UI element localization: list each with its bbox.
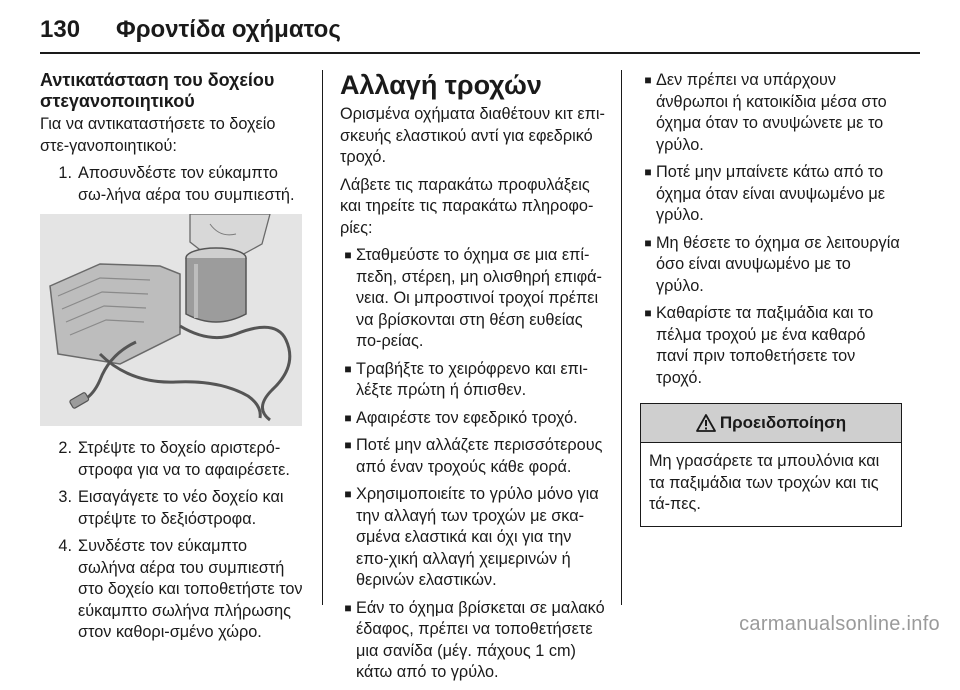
bullet-item <box>340 245 608 353</box>
bullet-square-icon: ■ <box>344 600 352 615</box>
section-title-sealant-replacement: Αντικατάσταση του δοχείου στεγανοποιητικού <box>40 70 275 111</box>
bullet-item <box>340 435 608 478</box>
page-header <box>40 12 920 54</box>
watermark: carmanualsonline.info <box>739 613 940 635</box>
compressor-image <box>40 214 302 426</box>
warning-triangle-icon <box>696 414 716 432</box>
numbered-step <box>40 163 306 206</box>
bullet-square-icon: ■ <box>644 306 652 320</box>
bullet-item <box>340 598 608 684</box>
step-number: 1. <box>58 164 72 182</box>
numbered-step <box>40 536 306 644</box>
bullet-square-icon: ■ <box>344 410 352 425</box>
warning-title: Προειδοποίηση <box>719 413 847 433</box>
bullet-square-icon: ■ <box>344 487 352 501</box>
bullet-square-icon: ■ <box>344 361 352 376</box>
step-number: 3. <box>58 488 72 506</box>
warning-header <box>641 404 901 443</box>
bullet-item <box>340 408 608 430</box>
bullet-text: Ποτέ μην αλλάζετε περισσότερους από έναν τροχούς κάθε φορά. <box>356 436 603 476</box>
step-text: Εισαγάγετε το νέο δοχείο και στρέψτε το δεξιόστροφα. <box>78 488 284 528</box>
precautions-list <box>340 245 608 684</box>
page-number: 130 <box>40 16 81 43</box>
numbered-step <box>40 438 306 481</box>
warning-box <box>640 403 902 527</box>
step-number: 4. <box>58 537 72 555</box>
column-divider-2 <box>621 70 622 605</box>
bullet-item <box>340 359 608 402</box>
step-number: 2. <box>58 439 72 457</box>
precautions-list-continued <box>640 70 902 389</box>
bullet-text: Δεν πρέπει να υπάρχουν άνθρωποι ή κατοικίδια μέσα στο όχημα όταν το ανυψώνετε με το γρύλο. <box>656 71 887 154</box>
bullet-text: Χρησιμοποιείτε το γρύλο μόνο για την αλλαγή των τροχών με σκα-σμένα ελαστικά και όχι για την επο-χική αλλαγή χειμερινών ή θερινών ελαστικών. <box>356 485 599 589</box>
column-3 <box>640 70 902 527</box>
steps-list-before <box>40 163 306 206</box>
warning-text: Μη γρασάρετε τα μπουλόνια και τα παξιμάδια των τροχών και τις τά-πες. <box>649 452 880 513</box>
steps-list-after <box>40 438 306 644</box>
numbered-step <box>40 487 306 530</box>
bullet-square-icon: ■ <box>344 438 352 452</box>
wheel-intro-2: Λάβετε τις παρακάτω προφυλάξεις και τηρείτε τις παρακάτω πληροφο-ρίες: <box>340 175 594 237</box>
bullet-text: Σταθμεύστε το όχημα σε μια επί-πεδη, στέρεη, μη ολισθηρή επιφά-νεια. Οι μπροστινοί τροχοί πρέπει να βρίσκονται στη θέση ευθείας πο-ρείας. <box>356 246 602 350</box>
compressor-illustration <box>40 214 302 426</box>
page-heading: Φροντίδα οχήματος <box>116 16 341 43</box>
step-text: Συνδέστε τον εύκαμπτο σωλήνα αέρα του συμπιεστή στο δοχείο και τοποθετήστε τον εύκαμπτο σωλήνα πλήρωσης στον καθορι-σμένο χώρο. <box>78 537 303 641</box>
column-1 <box>40 70 306 650</box>
bullet-text: Ποτέ μην μπαίνετε κάτω από το όχημα όταν είναι ανυψωμένο με γρύλο. <box>656 163 885 224</box>
bullet-text: Τραβήξτε το χειρόφρενο και επι-λέξτε πρώτη ή όπισθεν. <box>356 359 588 399</box>
bullet-text: Μη θέσετε το όχημα σε λειτουργία όσο είναι ανυψωμένο με το γρύλο. <box>656 233 900 295</box>
bullet-square-icon: ■ <box>344 248 352 262</box>
bullet-text: Αφαιρέστε τον εφεδρικό τροχό. <box>356 408 578 427</box>
bullet-item <box>640 233 902 298</box>
column-divider-1 <box>322 70 323 605</box>
bullet-text: Καθαρίστε τα παξιμάδια και το πέλμα τροχού με ένα καθαρό πανί πριν τοποθετήσετε τον τροχό. <box>656 304 874 387</box>
section-intro: Για να αντικαταστήσετε το δοχείο στε-γανοποιητικού: <box>40 115 276 155</box>
section-title-wheel-change: Αλλαγή τροχών <box>340 70 542 100</box>
wheel-intro-1: Ορισμένα οχήματα διαθέτουν κιτ επι-σκευής ελαστικού αντί για εφεδρικό τροχό. <box>340 105 605 166</box>
step-text: Αποσυνδέστε τον εύκαμπτο σω-λήνα αέρα του συμπιεστή. <box>78 164 295 204</box>
bullet-text: Εάν το όχημα βρίσκεται σε μαλακό έδαφος, πρέπει να τοποθετήσετε μια σανίδα (μέγ. πάχους 1 cm) κάτω από το γρύλο. <box>356 598 605 681</box>
bullet-item <box>340 484 608 592</box>
bullet-square-icon: ■ <box>644 235 652 250</box>
bullet-square-icon: ■ <box>644 73 652 87</box>
column-2 <box>340 70 608 690</box>
bullet-item <box>640 70 902 156</box>
bullet-item <box>640 303 902 389</box>
bullet-square-icon: ■ <box>644 165 652 179</box>
step-text: Στρέψτε το δοχείο αριστερό-στροφα για να το αφαιρέσετε. <box>78 439 290 479</box>
bullet-item <box>640 162 902 227</box>
